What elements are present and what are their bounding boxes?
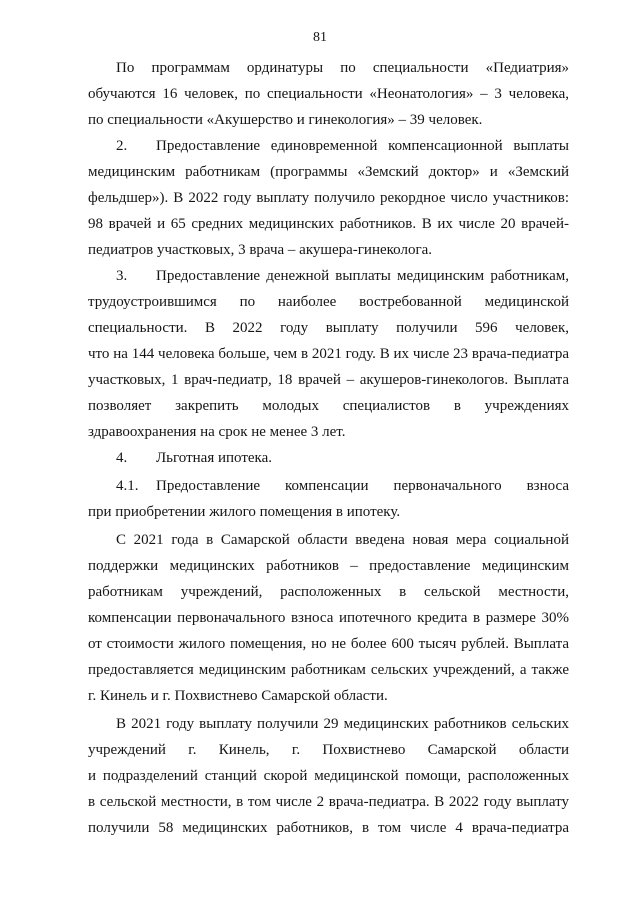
list-number: 4.1. xyxy=(116,478,139,494)
text-line: медицинским работникам (программы «Земский доктор» и «Земский xyxy=(88,164,569,180)
list-number: 2. xyxy=(116,138,128,154)
text-line: что на 144 человека больше, чем в 2021 году. В их числе 23 врача-педиатра xyxy=(88,346,569,362)
text-line: предоставляется медицинским работникам сельских учреждений, а также xyxy=(88,662,569,678)
section-heading: Льготная ипотека. xyxy=(156,450,273,466)
text-line: фельдшер»). В 2022 году выплату получило рекордное число участников: xyxy=(88,190,569,206)
text-line: при приобретении жилого помещения в ипотеку. xyxy=(88,504,401,520)
text-line: от стоимости жилого помещения, но не более 600 тысяч рублей. Выплата xyxy=(88,636,569,652)
text-line: здравоохранения на срок не менее 3 лет. xyxy=(88,424,346,440)
text-line: По программам ординатуры по специальности «Педиатрия» xyxy=(116,60,569,76)
page-number: 81 xyxy=(313,30,327,45)
text-line: трудоустроившимся по наиболее востребованной медицинской xyxy=(88,294,569,310)
text-line: педиатров участковых, 3 врача – акушера-гинеколога. xyxy=(88,242,433,258)
text-line: компенсации первоначального взноса ипотечного кредита в размере 30% xyxy=(88,610,569,626)
text-line: в сельской местности, в том числе 2 врача-педиатра. В 2022 году выплату xyxy=(88,794,569,810)
text-line: поддержки медицинских работников – предоставление медицинским xyxy=(88,558,569,574)
text-line: В 2021 году выплату получили 29 медицинских работников сельских xyxy=(116,716,569,732)
list-number: 3. xyxy=(116,268,128,284)
text-line: Предоставление единовременной компенсационной выплаты xyxy=(156,138,569,154)
text-line: получили 58 медицинских работников, в том числе 4 врача-педиатра xyxy=(88,820,569,836)
text-line: Предоставление денежной выплаты медицинским работникам, xyxy=(156,268,569,284)
text-line: С 2021 года в Самарской области введена новая мера социальной xyxy=(116,532,569,548)
text-line: обучаются 16 человек, по специальности «Неонатология» – 3 человека, xyxy=(88,86,569,102)
list-number: 4. xyxy=(116,450,128,466)
text-line: и подразделений станций скорой медицинской помощи, расположенных xyxy=(88,768,569,784)
text-line: участковых, 1 врач-педиатр, 18 врачей – акушеров-гинекологов. Выплата xyxy=(88,372,569,388)
text-line: Предоставление компенсации первоначального взноса xyxy=(156,478,569,494)
text-line: г. Кинель и г. Похвистнево Самарской области. xyxy=(88,688,388,704)
text-line: учреждений г. Кинель, г. Похвистнево Самарской области xyxy=(88,742,569,758)
text-line: специальности. В 2022 году выплату получили 596 человек, xyxy=(88,320,569,336)
text-line: позволяет закрепить молодых специалистов в учреждениях xyxy=(88,398,569,414)
text-line: 98 врачей и 65 средних медицинских работников. В их числе 20 врачей- xyxy=(88,216,569,232)
text-line: работникам учреждений, расположенных в сельской местности, xyxy=(88,584,569,600)
text-line: по специальности «Акушерство и гинекология» – 39 человек. xyxy=(88,112,483,128)
